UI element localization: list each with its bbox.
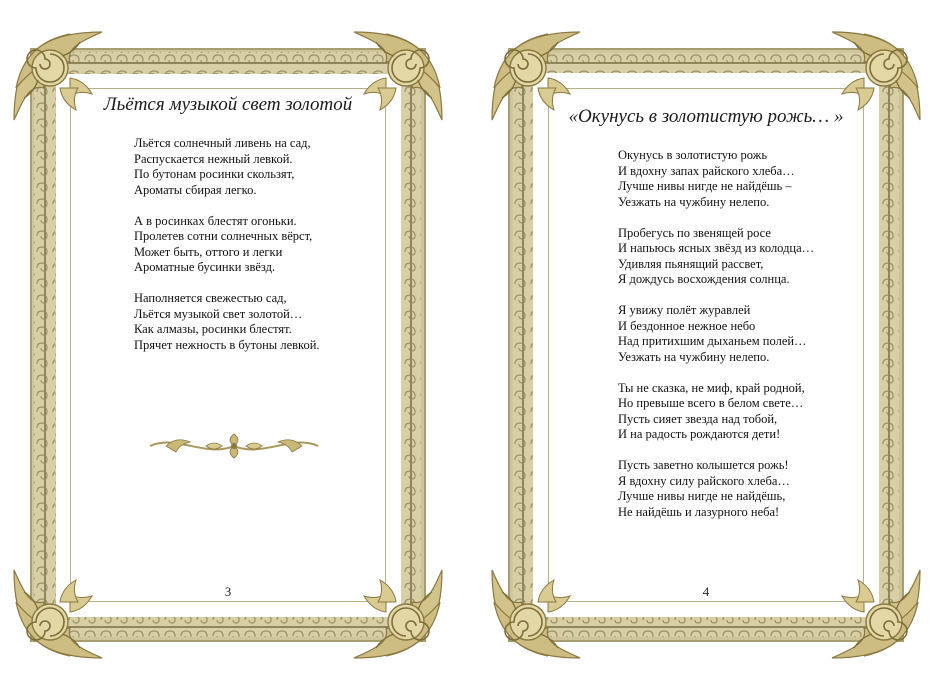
poem-line: Распускается нежный левкой. bbox=[134, 151, 293, 166]
corner-ornament-icon bbox=[488, 566, 584, 662]
stanza bbox=[134, 136, 320, 198]
corner-ornament-icon bbox=[828, 566, 924, 662]
poem-line: И вдохну запах райского хлеба… bbox=[618, 163, 795, 178]
poem-line: Льётся солнечный ливень на сад, bbox=[134, 136, 311, 150]
stanza bbox=[618, 458, 814, 520]
corner-ornament-icon bbox=[10, 566, 106, 662]
stanza bbox=[618, 226, 814, 288]
poem-line: Лучше нивы нигде не найдёшь, bbox=[618, 489, 786, 503]
poem-line: Пролетев сотни солнечных вёрст, bbox=[134, 229, 313, 243]
right-page bbox=[492, 32, 920, 658]
stanza bbox=[618, 303, 814, 365]
stanza bbox=[134, 291, 320, 353]
poem-title: «Окунусь в золотистую рожь… » bbox=[568, 106, 844, 127]
poem-title: Льётся музыкой свет золотой bbox=[103, 94, 353, 115]
poem-line: Но превыше всего в белом свете… bbox=[618, 396, 804, 410]
poem-line: Я вдохну силу райского хлеба… bbox=[618, 473, 790, 488]
poem-line: Наполняется свежестью сад, bbox=[134, 291, 287, 305]
poem-line: Я увижу полёт журавлей bbox=[618, 303, 751, 317]
ornamental-divider-icon bbox=[146, 430, 322, 462]
poem-line: Окунусь в золотистую рожь bbox=[618, 148, 768, 162]
stanza bbox=[618, 381, 814, 443]
poem-line: А в росинках блестят огоньки. bbox=[134, 213, 297, 228]
poem-line: Удивляя пьянящий рассвет, bbox=[618, 256, 764, 271]
stanza bbox=[134, 214, 320, 276]
poem-line: Я дождусь восхождения солнца. bbox=[618, 272, 790, 286]
poem-text bbox=[618, 148, 814, 536]
poem-line: Уезжать на чужбину нелепо. bbox=[618, 349, 770, 364]
page-number: 3 bbox=[224, 584, 232, 599]
poem-line: Пробегусь по звенящей росе bbox=[618, 225, 771, 240]
poem-line: Над притихшим дыханьем полей… bbox=[618, 334, 807, 348]
poem-line: Уезжать на чужбину нелепо. bbox=[618, 194, 770, 209]
poem-line: Пусть сияет звезда над тобой, bbox=[618, 411, 778, 426]
poem-line: Ароматные бусинки звёзд. bbox=[134, 260, 276, 274]
poem-line: Льётся музыкой свет золотой… bbox=[134, 306, 303, 321]
corner-ornament-icon bbox=[350, 566, 446, 662]
poem-line: Прячет нежность в бутоны левкой. bbox=[134, 337, 320, 352]
poem-line: По бутонам росинки скользят, bbox=[134, 167, 295, 181]
poem-line: И напьюсь ясных звёзд из колодца… bbox=[618, 241, 815, 255]
poem-line: Пусть заветно колышется рожь! bbox=[618, 458, 789, 472]
poem-line: Ароматы сбирая легко. bbox=[134, 182, 257, 197]
poem-line: Может быть, оттого и легки bbox=[134, 244, 283, 259]
page-number: 4 bbox=[702, 584, 710, 599]
poem-line: Не найдёшь и лазурного неба! bbox=[618, 504, 780, 519]
poem-text bbox=[134, 136, 320, 369]
poem-line: Лучше нивы нигде не найдёшь – bbox=[618, 179, 792, 193]
poem-line: Как алмазы, росинки блестят. bbox=[134, 322, 292, 336]
poem-line: И бездонное нежное небо bbox=[618, 318, 756, 333]
stanza bbox=[618, 148, 814, 210]
poem-line: Ты не сказка, не миф, край родной, bbox=[618, 380, 805, 395]
left-page bbox=[14, 32, 442, 658]
poem-line: И на радость рождаются дети! bbox=[618, 427, 781, 441]
